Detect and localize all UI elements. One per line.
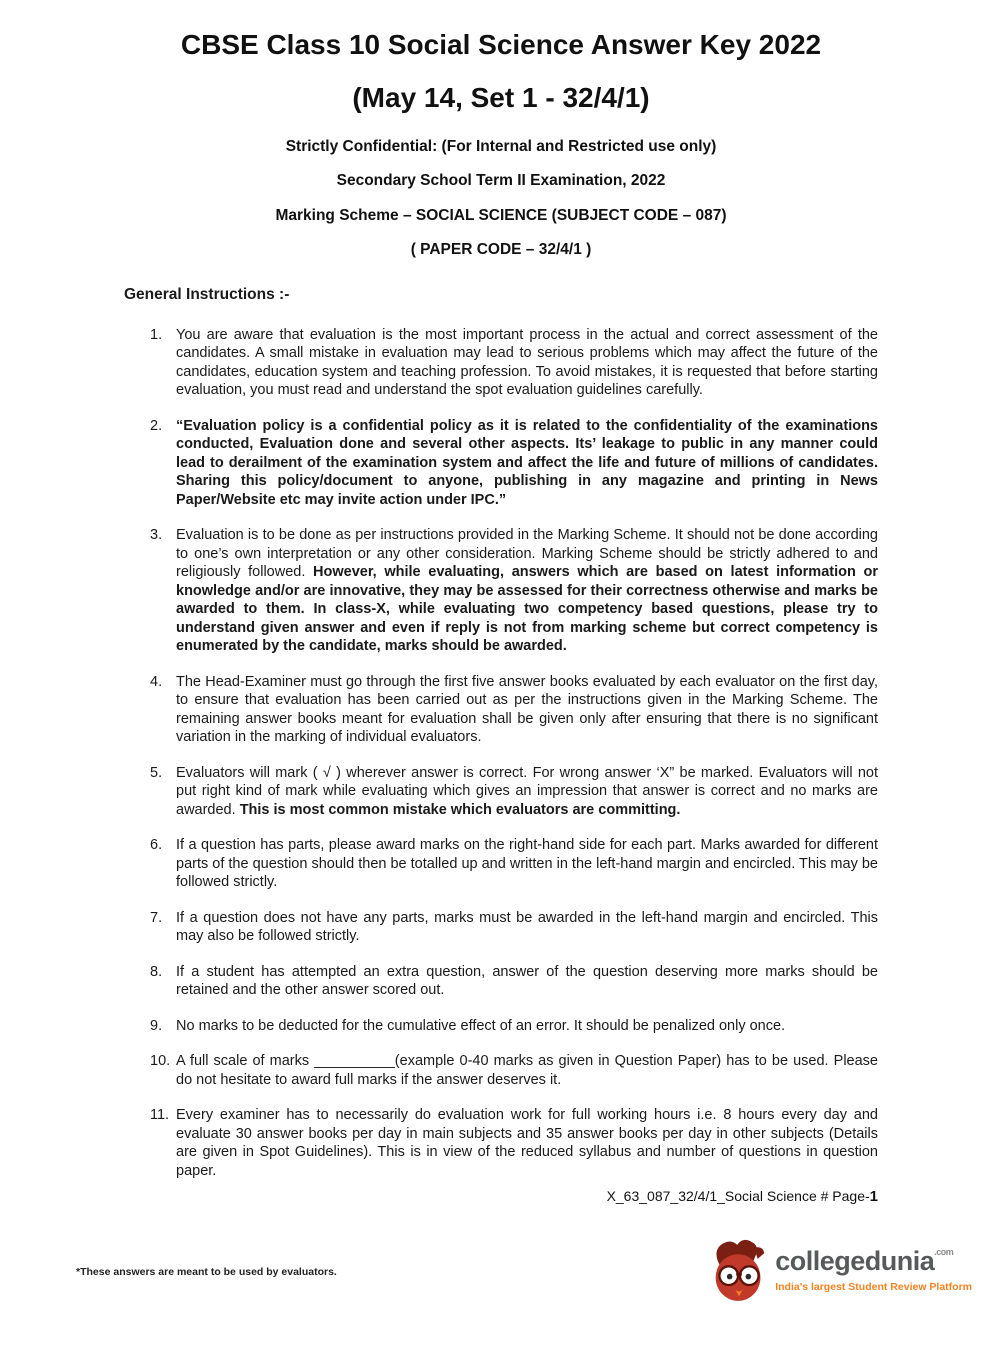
footer-page-number: 1 (869, 1188, 878, 1205)
instruction-text: Every examiner has to necessarily do evaluation work for full working hours i.e. 8 hours every day and evaluate 30 answer books per day in main subjects and 35 answer books per day in other subjects (Details are given in Spot Guidelines). This is in view of the reduced syllabus and number of questions in question paper. (176, 1107, 878, 1179)
collegedunia-logo (711, 1238, 972, 1304)
instruction-item (150, 909, 878, 946)
instruction-text: The Head-Examiner must go through the first five answer books evaluated by each evaluator on the first day, to ensure that evaluation has been carried out as per the instructions given in the Marking Scheme. The remaining answer books meant for evaluation shall be given only after ensuring that there is no significant variation in the marking of individual evaluators. (176, 673, 878, 746)
marking-scheme-line: Marking Scheme – SOCIAL SCIENCE (SUBJECT CODE – 087) (275, 206, 727, 224)
instruction-number: 3. (150, 527, 163, 544)
collegedunia-tagline: India's largest Student Review Platform (775, 1281, 972, 1293)
instruction-number: 6. (150, 837, 163, 854)
instruction-item (150, 326, 878, 400)
dotcom-suffix: .com (934, 1247, 954, 1257)
instruction-text: If a question has parts, please award marks on the right-hand side for each part. Marks awarded for different parts of the question should then be totalled up and written in the left-hand margin and encircled. This may be followed strictly. (176, 837, 878, 891)
instruction-number: 8. (150, 963, 163, 980)
collegedunia-mascot-icon (711, 1238, 767, 1304)
instruction-item (150, 764, 878, 820)
footer-document-code (607, 1188, 878, 1205)
instruction-number: 10. (150, 1053, 171, 1070)
instruction-item (150, 1017, 878, 1036)
instruction-item (150, 836, 878, 892)
instruction-number: 7. (150, 909, 163, 926)
instruction-text: A full scale of marks __________(example 0-40 marks as given in Question Paper) has to be used. Please do not hesitate to award full marks if the answer deserves it. (176, 1053, 878, 1088)
page-title: CBSE Class 10 Social Science Answer Key 2022 (180, 29, 822, 60)
instruction-number: 4. (150, 673, 163, 690)
instruction-text: “Evaluation policy is a confidential policy as it is related to the confidentiality of the examinations conducted, Evaluation done and several other aspects. Its’ leakage to public in any manner could lead to derailment of the examination system and affect the life and future of millions of candidates. Sharing this policy/document to anyone, publishing in any magazine and printing in News Paper/Website etc may invite action under IPC.” (176, 417, 878, 508)
instructions-list (150, 326, 878, 1181)
exam-line: Secondary School Term II Examination, 2022 (336, 172, 666, 190)
paper-code-line: ( PAPER CODE – 32/4/1 ) (410, 241, 592, 259)
instruction-item (150, 526, 878, 656)
instruction-number: 2. (150, 417, 163, 434)
collegedunia-brand-block (775, 1238, 972, 1293)
evaluators-footnote: *These answers are meant to be used by evaluators. (76, 1266, 337, 1278)
instruction-text: If a question does not have any parts, marks must be awarded in the left-hand margin and encircled. This may also be followed strictly. (176, 909, 878, 945)
instruction-text: If a student has attempted an extra question, answer of the question deserving more marks should be retained and the other answer scored out. (176, 963, 878, 999)
general-instructions-heading: General Instructions :- (124, 285, 290, 303)
footer-code-text: X_63_087_32/4/1_Social Science # Page- (606, 1188, 870, 1204)
instruction-text: You are aware that evaluation is the most important process in the actual and correct assessment of the candidates. A small mistake in evaluation may lead to serious problems which may affect the future of the candidates, education system and teaching profession. To avoid mistakes, it is requested that before starting evaluation, you must read and understand the spot evaluation guidelines carefully. (176, 326, 878, 399)
instruction-item (150, 1106, 878, 1180)
instruction-number: 1. (150, 326, 163, 343)
page-subtitle: (May 14, Set 1 - 32/4/1) (352, 81, 650, 113)
confidential-line: Strictly Confidential: (For Internal and Restricted use only) (285, 137, 717, 155)
instruction-item (150, 963, 878, 1000)
instruction-text: Evaluators will mark ( √ ) wherever answer is correct. For wrong answer ‘X” be marked. Evaluators will not put right kind of mark while evaluating which gives an impression that answer is correct and no marks are awarded. This is most common mistake which evaluators are committing. (176, 764, 878, 818)
instruction-number: 11. (150, 1107, 170, 1124)
instruction-item (150, 1052, 878, 1089)
instruction-number: 5. (150, 764, 163, 781)
instruction-item (150, 417, 878, 510)
instruction-text: No marks to be deducted for the cumulative effect of an error. It should be penalized only once. (176, 1017, 786, 1034)
collegedunia-brand-text: collegedunia$^{.com}$ (775, 1246, 954, 1276)
instruction-item (150, 673, 878, 747)
instruction-number: 9. (150, 1017, 163, 1034)
instruction-text: Evaluation is to be done as per instructions provided in the Marking Scheme. It should not be done according to one’s own interpretation or any other consideration. Marking Scheme should be strictly adhered to and religiously followed. However, while evaluating, answers which are based on latest information or knowledge and/or are innovative, they may be assessed for their correctness otherwise and marks be awarded to them. In class-X, while evaluating two competency based questions, please try to understand given answer and even if reply is not from marking scheme but correct competency is enumerated by the candidate, marks should be awarded. (176, 527, 878, 655)
